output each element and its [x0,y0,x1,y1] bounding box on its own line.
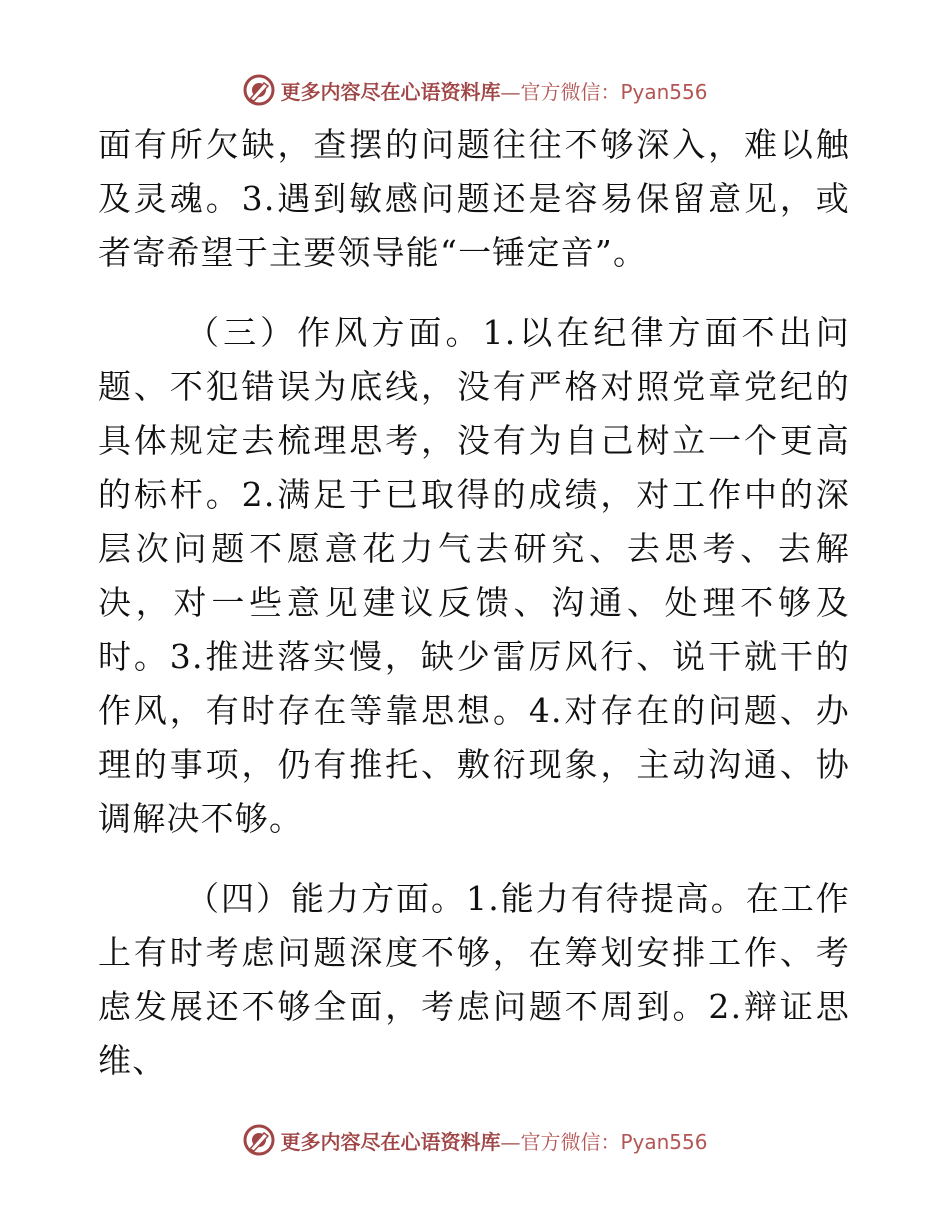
footer-banner-contact: 官方微信：Pyan556 [520,1129,708,1154]
brand-logo-icon [242,73,276,107]
header-watermark-banner [0,70,950,110]
header-banner-text [280,76,707,105]
paragraph-continuation: 面有所欠缺，查摆的问题往往不够深入，难以触及灵魂。3.遇到敏感问题还是容易保留意见，或者寄希望于主要领导能“一锤定音”。 [98,125,850,272]
paragraph-ability: （四）能力方面。1.能力有待提高。在工作上有时考虑问题深度不够，在筹划安排工作、考虑发展还不够全面，考虑问题不周到。2.辩证思维、 [98,879,850,1080]
footer-banner-brand: 更多内容尽在心语资料库 [280,1129,501,1154]
footer-banner-dash: — [500,1129,521,1154]
header-banner-contact: 官方微信：Pyan556 [520,79,708,104]
footer-watermark-banner [0,1120,950,1160]
header-banner-brand: 更多内容尽在心语资料库 [280,79,501,104]
document-body [98,118,850,1088]
header-banner-dash: — [500,79,521,104]
footer-banner-text [280,1126,707,1155]
paragraph-work-style: （三）作风方面。1.以在纪律方面不出问题、不犯错误为底线，没有严格对照党章党纪的具体规定去梳理思考，没有为自己树立一个更高的标杆。2.满足于已取得的成绩，对工作中的深层次问题不愿意花力气去研究、去思考、去解决，对一些意见建议反馈、沟通、处理不够及时。3.推进落实慢，缺少雷厉风行、说干就干的作风，有时存在等靠思想。4.对存在的问题、办理的事项，仍有推托、敷衍现象，主动沟通、协调解决不够。 [98,313,850,838]
brand-logo-icon [242,1123,276,1157]
